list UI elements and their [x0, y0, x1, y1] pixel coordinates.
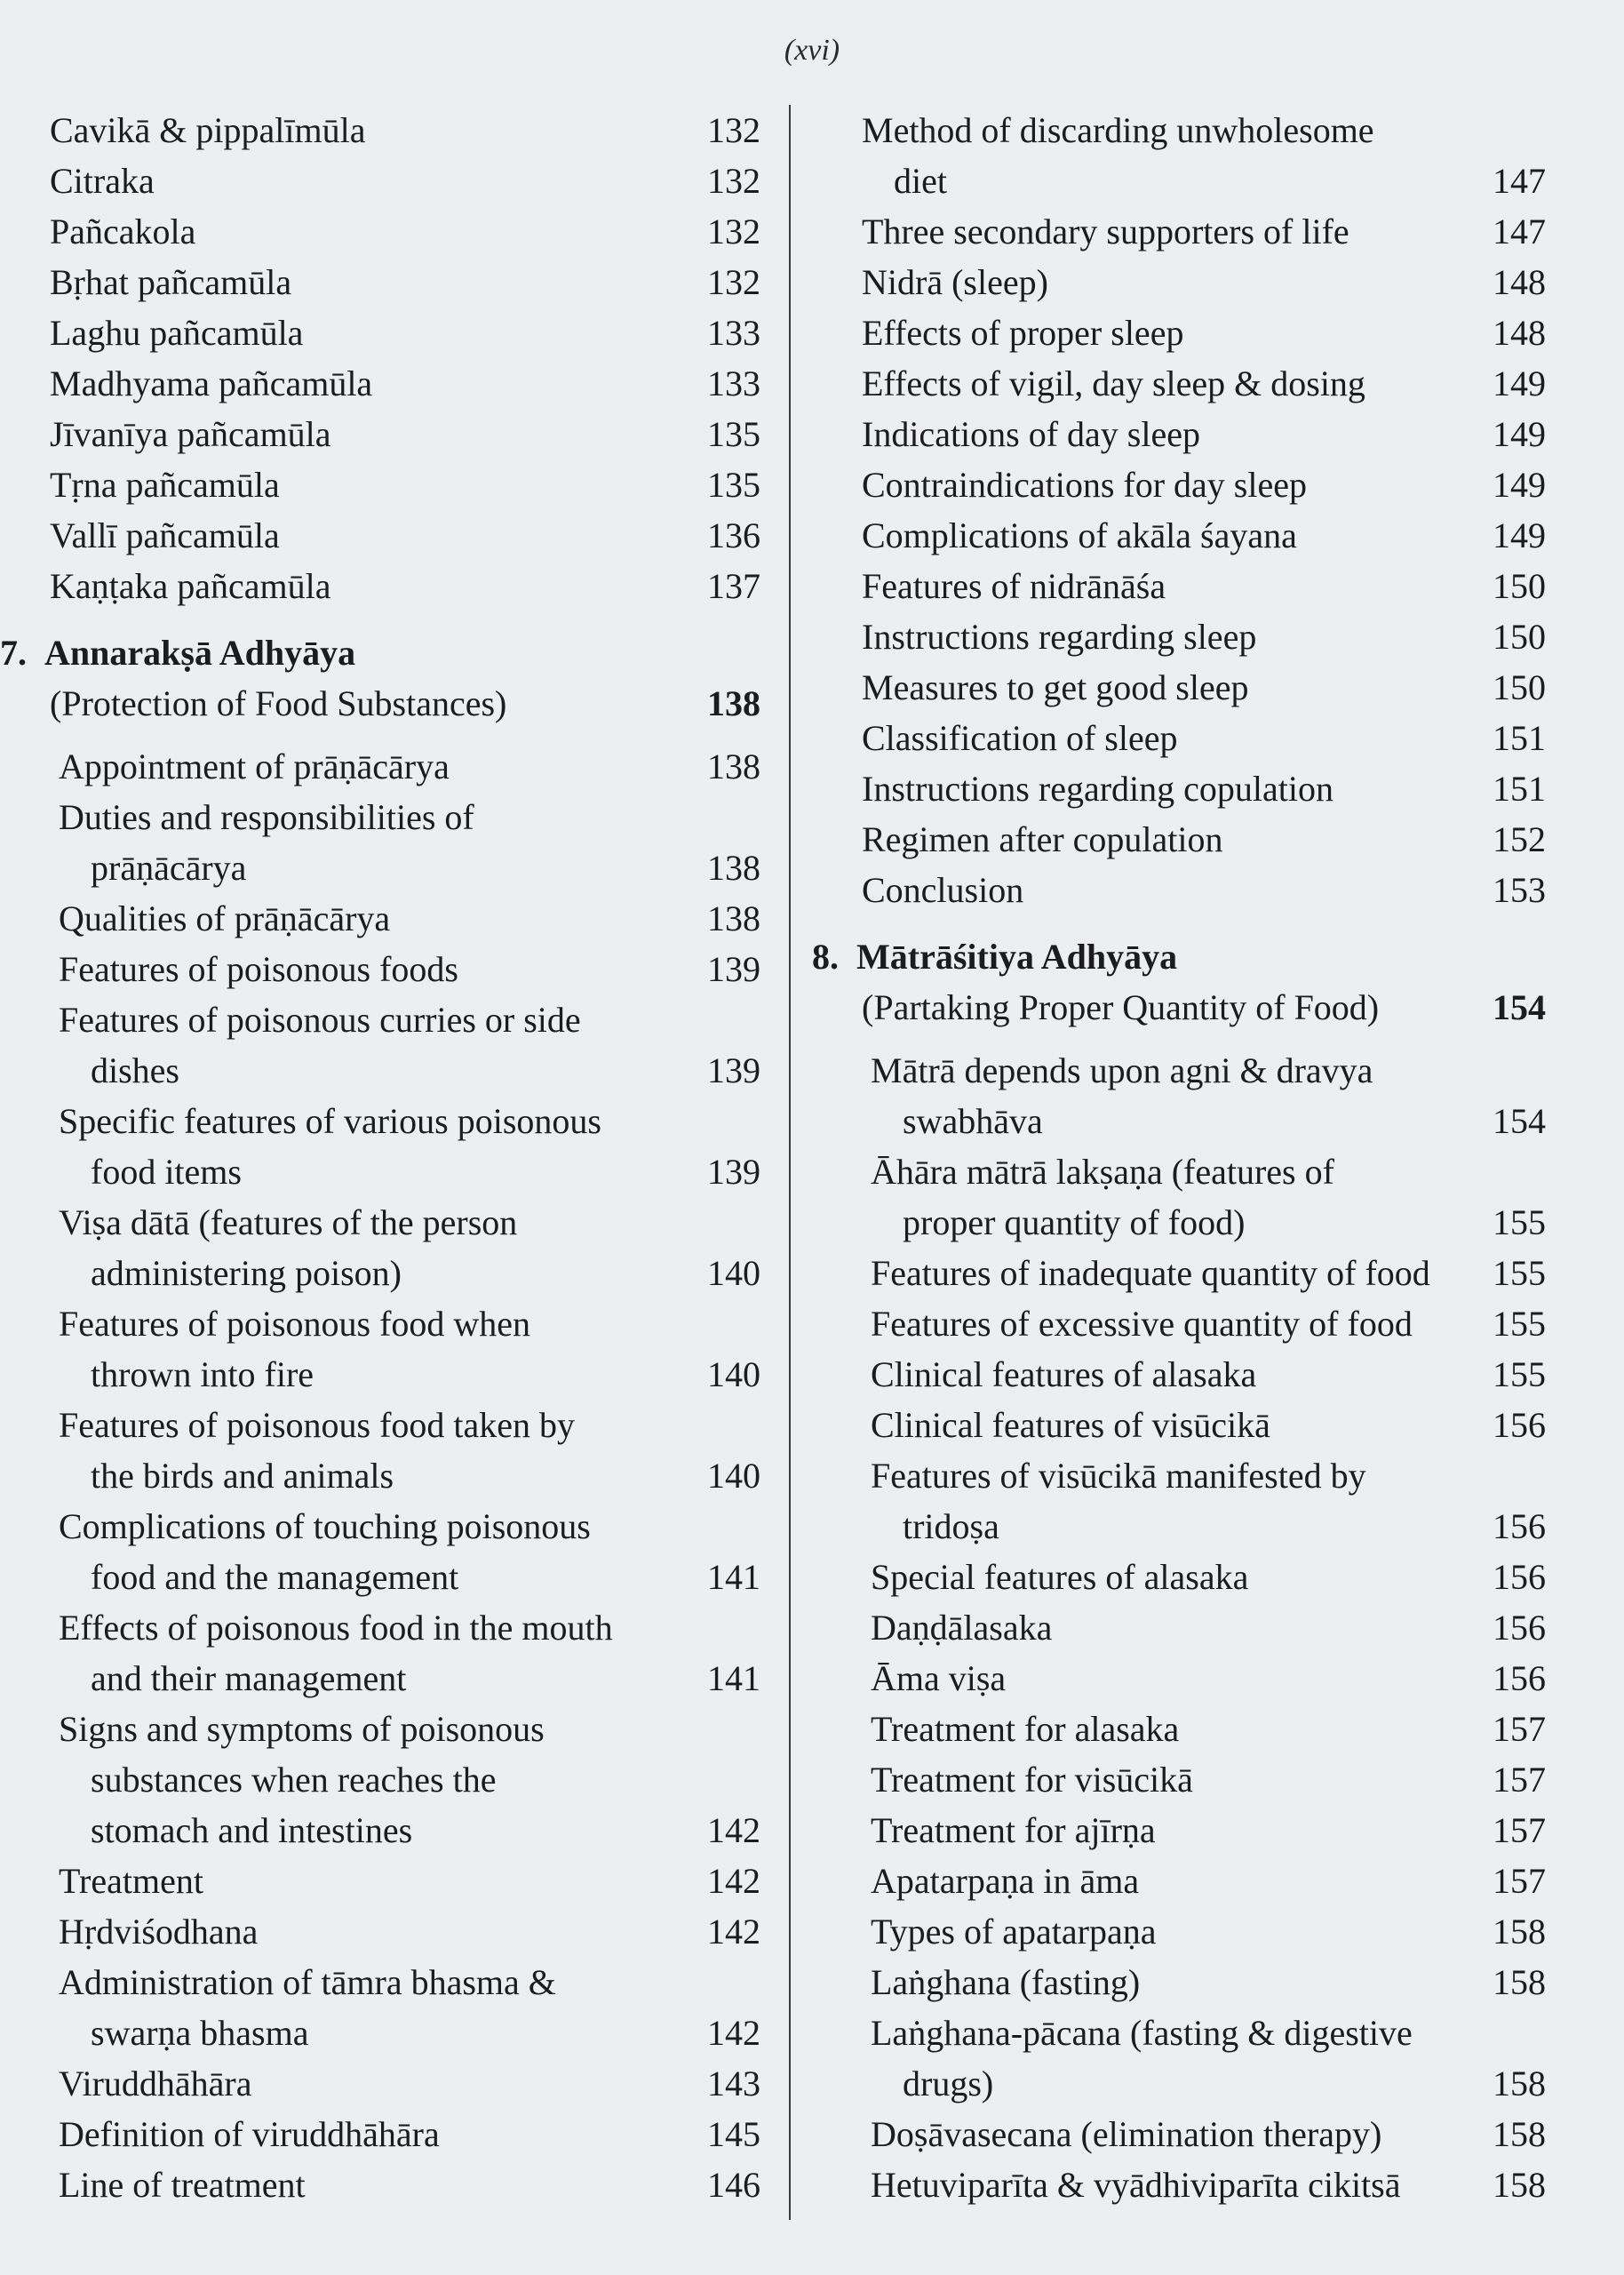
- entry-title: [871, 1957, 1448, 2008]
- entry-page: 158: [1493, 1912, 1546, 1952]
- toc-entry: [862, 561, 1546, 611]
- entry-title-line: Viṣa dātā (features of the person: [59, 1202, 518, 1242]
- entry-page: 132: [707, 262, 760, 302]
- entry-page: 158: [1493, 1962, 1546, 2002]
- toc-entry: [862, 257, 1546, 307]
- toc-entry: [50, 561, 760, 611]
- entry-page: 132: [707, 110, 760, 150]
- entry-title: [862, 611, 1448, 662]
- entry-page: 155: [1493, 1354, 1546, 1394]
- entry-title-line: diet: [894, 161, 947, 201]
- toc-entry: [50, 1856, 760, 1906]
- entry-title-line: Features of poisonous food when: [59, 1304, 531, 1344]
- entry-title: [871, 1248, 1448, 1298]
- entry-title-line: Appointment of prāṇācārya: [59, 746, 450, 786]
- toc-entry: [862, 1704, 1546, 1754]
- entry-title: [862, 307, 1448, 358]
- entry-title: [862, 713, 1448, 763]
- entry-title-line: Conclusion: [862, 870, 1024, 910]
- entry-title: [871, 1552, 1448, 1602]
- entry-title: [862, 814, 1448, 865]
- toc-entry: [862, 1653, 1546, 1704]
- entry-title-line: Citraka: [50, 161, 155, 201]
- entry-title-line: Contraindications for day sleep: [862, 465, 1307, 505]
- entry-page: 143: [707, 2063, 760, 2103]
- entry-title-line: Complications of touching poisonous: [59, 1506, 591, 1546]
- entry-title-line: Features of poisonous foods: [59, 949, 458, 989]
- toc-entry: [50, 206, 760, 257]
- entry-title-line: Effects of vigil, day sleep & dosing: [862, 363, 1365, 403]
- entry-title-line: Laṅghana (fasting): [871, 1962, 1141, 2002]
- entry-title: [871, 1450, 1448, 1552]
- entry-page: 142: [707, 1810, 760, 1850]
- entry-title: [50, 206, 663, 257]
- entry-title: [871, 1856, 1448, 1906]
- entry-title: [871, 1045, 1448, 1146]
- page-number: (xvi): [784, 34, 840, 67]
- entry-title: [871, 1146, 1448, 1248]
- toc-entry: [50, 741, 760, 792]
- chapter-heading: [0, 627, 760, 729]
- toc-entry: [862, 1146, 1546, 1248]
- entry-page: 148: [1493, 313, 1546, 353]
- toc-entry: [50, 792, 760, 893]
- chapter-title: 8. Mātrāśitiya Adhyāya: [862, 931, 1448, 982]
- entry-title-line: prāṇācārya: [91, 848, 247, 888]
- toc-entry: [862, 2159, 1546, 2210]
- entry-title-line: Method of discarding unwholesome: [862, 110, 1374, 150]
- entry-page: 158: [1493, 2063, 1546, 2103]
- entry-page: 155: [1493, 1304, 1546, 1344]
- entry-title-line: Features of visūcikā manifested by: [871, 1456, 1366, 1496]
- entry-title-line: Features of excessive quantity of food: [871, 1304, 1413, 1344]
- entry-title: [59, 792, 663, 893]
- entry-page: 132: [707, 212, 760, 251]
- entry-title-line: drugs): [903, 2063, 994, 2103]
- left-top-entries: [50, 105, 760, 611]
- chapter-title: 7. Annarakṣā Adhyāya: [50, 627, 663, 678]
- entry-title: [862, 510, 1448, 561]
- entry-title-line: swabhāva: [903, 1101, 1043, 1141]
- entry-title-line: dishes: [91, 1050, 179, 1090]
- entry-title: [50, 105, 663, 156]
- toc-entry: [50, 105, 760, 156]
- toc-entry: [862, 2008, 1546, 2109]
- entry-title-line: Measures to get good sleep: [862, 667, 1249, 707]
- entry-title: [59, 1298, 663, 1400]
- entry-title-line: Laghu pañcamūla: [50, 313, 304, 353]
- entry-title-line: and their management: [91, 1658, 407, 1698]
- toc-entry: [50, 1400, 760, 1501]
- entry-title-line: Specific features of various poisonous: [59, 1101, 601, 1141]
- entry-title: [871, 1704, 1448, 1754]
- entry-page: 155: [1493, 1253, 1546, 1293]
- toc-entry: [50, 1957, 760, 2058]
- entry-page: 140: [707, 1354, 760, 1394]
- entry-title-line: proper quantity of food): [903, 1202, 1246, 1242]
- entry-title-line: Vallī pañcamūla: [50, 515, 280, 555]
- toc-left-column: [0, 105, 760, 2210]
- entry-title-line: food items: [91, 1152, 242, 1192]
- entry-title-line: Pañcakola: [50, 212, 196, 251]
- entry-title-line: Hṛdviśodhana: [59, 1912, 259, 1952]
- entry-title-line: swarṇa bhasma: [91, 2013, 309, 2053]
- entry-title-line: Apatarpaṇa in āma: [871, 1861, 1140, 1901]
- entry-title-line: Signs and symptoms of poisonous: [59, 1709, 545, 1749]
- entry-title-line: Cavikā & pippalīmūla: [50, 110, 366, 150]
- entry-page: 137: [707, 566, 760, 606]
- toc-entry: [862, 713, 1546, 763]
- entry-page: 133: [707, 313, 760, 353]
- entry-page: 158: [1493, 2165, 1546, 2205]
- entry-title: [862, 662, 1448, 713]
- toc-entry: [50, 1197, 760, 1298]
- entry-title: [871, 2008, 1448, 2109]
- toc-entry: [50, 257, 760, 307]
- toc-entry: [862, 1906, 1546, 1957]
- entry-title: [862, 105, 1448, 206]
- entry-title-line: Special features of alasaka: [871, 1557, 1249, 1597]
- entry-title: [50, 510, 663, 561]
- entry-title-line: Doṣāvasecana (elimination therapy): [871, 2114, 1382, 2154]
- entry-title: [50, 409, 663, 459]
- entry-page: 156: [1493, 1405, 1546, 1445]
- chapter-page: 154: [1493, 987, 1546, 1027]
- entry-title: [862, 257, 1448, 307]
- entry-title-line: Features of poisonous curries or side: [59, 1000, 581, 1040]
- entry-title: [59, 1704, 663, 1856]
- toc-entry: [862, 358, 1546, 409]
- entry-title: [59, 1906, 663, 1957]
- toc-entry: [862, 662, 1546, 713]
- entry-page: 157: [1493, 1709, 1546, 1749]
- entry-title: [59, 741, 663, 792]
- entry-page: 151: [1493, 769, 1546, 809]
- entry-title-line: Effects of proper sleep: [862, 313, 1184, 353]
- entry-page: 142: [707, 2013, 760, 2053]
- entry-page: 142: [707, 1912, 760, 1952]
- entry-title-line: Features of nidrānāśa: [862, 566, 1166, 606]
- entry-title: [871, 1349, 1448, 1400]
- entry-title: [59, 1197, 663, 1298]
- toc-entry: [862, 611, 1546, 662]
- toc-entry: [862, 865, 1546, 915]
- entry-title-line: Nidrā (sleep): [862, 262, 1048, 302]
- entry-title-line: thrown into fire: [91, 1354, 314, 1394]
- chapter-number: 7.: [0, 633, 27, 673]
- entry-title-line: Regimen after copulation: [862, 819, 1223, 859]
- entry-page: 156: [1493, 1658, 1546, 1698]
- entry-page: 141: [707, 1557, 760, 1597]
- toc-entry: [862, 1754, 1546, 1805]
- entry-page: 147: [1493, 212, 1546, 251]
- entry-page: 135: [707, 414, 760, 454]
- entry-page: 153: [1493, 870, 1546, 910]
- entry-title: [862, 865, 1448, 915]
- entry-page: 150: [1493, 566, 1546, 606]
- entry-title: [59, 944, 663, 994]
- entry-title: [50, 257, 663, 307]
- entry-page: 139: [707, 949, 760, 989]
- entry-title-line: the birds and animals: [91, 1456, 394, 1496]
- entry-title: [871, 1298, 1448, 1349]
- entry-page: 149: [1493, 465, 1546, 505]
- entry-title-line: Clinical features of alasaka: [871, 1354, 1257, 1394]
- entry-title: [50, 459, 663, 510]
- entry-page: 156: [1493, 1557, 1546, 1597]
- entry-title-line: food and the management: [91, 1557, 459, 1597]
- entry-page: 157: [1493, 1861, 1546, 1901]
- entry-page: 154: [1493, 1101, 1546, 1141]
- entry-page: 149: [1493, 414, 1546, 454]
- entry-page: 150: [1493, 617, 1546, 657]
- toc-entry: [50, 307, 760, 358]
- toc-entry: [50, 156, 760, 206]
- entry-title-line: Instructions regarding copulation: [862, 769, 1333, 809]
- entry-title-line: substances when reaches the: [91, 1760, 497, 1800]
- entry-title: [862, 763, 1448, 814]
- entry-page: 157: [1493, 1810, 1546, 1850]
- entry-page: 151: [1493, 718, 1546, 758]
- entry-title-line: Hetuviparīta & vyādhiviparīta cikitsā: [871, 2165, 1401, 2205]
- entry-title-line: Āma viṣa: [871, 1658, 1007, 1698]
- toc-entry: [862, 1248, 1546, 1298]
- entry-page: 138: [707, 746, 760, 786]
- toc-right-column: [812, 105, 1546, 2210]
- left-chapter-entries: [50, 741, 760, 2210]
- toc-entry: [50, 1096, 760, 1197]
- entry-title: [59, 2109, 663, 2159]
- entry-title-line: Clinical features of visūcikā: [871, 1405, 1270, 1445]
- entry-title-line: Madhyama pañcamūla: [50, 363, 373, 403]
- toc-entry: [862, 1349, 1546, 1400]
- entry-page: 147: [1493, 161, 1546, 201]
- entry-page: 152: [1493, 819, 1546, 859]
- entry-title-line: Definition of viruddhāhāra: [59, 2114, 440, 2154]
- entry-title: [50, 307, 663, 358]
- entry-title-line: Complications of akāla śayana: [862, 515, 1297, 555]
- toc-entry: [50, 459, 760, 510]
- toc-entry: [862, 1450, 1546, 1552]
- chapter-subtitle: (Protection of Food Substances): [50, 683, 507, 723]
- entry-title: [862, 206, 1448, 257]
- entry-page: 133: [707, 363, 760, 403]
- entry-title-line: Treatment for ajīrṇa: [871, 1810, 1156, 1850]
- entry-page: 155: [1493, 1202, 1546, 1242]
- toc-entry: [862, 2109, 1546, 2159]
- entry-title-line: Qualities of prāṇācārya: [59, 898, 391, 938]
- right-chapter-entries: [862, 1045, 1546, 2210]
- entry-title-line: Treatment for alasaka: [871, 1709, 1180, 1749]
- entry-title: [871, 1653, 1448, 1704]
- entry-page: 150: [1493, 667, 1546, 707]
- toc-entry: [862, 1957, 1546, 2008]
- entry-title-line: Treatment: [59, 1861, 203, 1901]
- entry-page: 158: [1493, 2114, 1546, 2154]
- chapter-subtitle: (Partaking Proper Quantity of Food): [862, 987, 1380, 1027]
- toc-entry: [862, 307, 1546, 358]
- entry-title-line: Features of inadequate quantity of food: [871, 1253, 1430, 1293]
- toc-entry: [862, 1602, 1546, 1653]
- toc-entry: [862, 763, 1546, 814]
- toc-entry: [50, 1906, 760, 1957]
- entry-title: [59, 2058, 663, 2109]
- toc-entry: [50, 944, 760, 994]
- entry-page: 156: [1493, 1608, 1546, 1648]
- toc-entry: [50, 1298, 760, 1400]
- entry-title-line: Line of treatment: [59, 2165, 306, 2205]
- toc-entry: [862, 1400, 1546, 1450]
- toc-entry: [50, 2058, 760, 2109]
- right-top-entries: [862, 105, 1546, 915]
- entry-title-line: Types of apatarpaṇa: [871, 1912, 1157, 1952]
- entry-title-line: Jīvanīya pañcamūla: [50, 414, 331, 454]
- entry-page: 145: [707, 2114, 760, 2154]
- toc-entry: [50, 510, 760, 561]
- entry-title: [871, 1754, 1448, 1805]
- entry-title: [871, 2109, 1448, 2159]
- toc-entry: [50, 1704, 760, 1856]
- entry-page: 136: [707, 515, 760, 555]
- entry-title-line: tridoṣa: [903, 1506, 999, 1546]
- toc-entry: [50, 1501, 760, 1602]
- toc-entry: [50, 358, 760, 409]
- entry-title: [871, 1805, 1448, 1856]
- toc-entry: [862, 206, 1546, 257]
- entry-title: [59, 1602, 663, 1704]
- entry-page: 139: [707, 1050, 760, 1090]
- entry-title-line: Treatment for visūcikā: [871, 1760, 1193, 1800]
- entry-page: 148: [1493, 262, 1546, 302]
- entry-title-line: Kaṇṭaka pañcamūla: [50, 566, 331, 606]
- toc-entry: [50, 1602, 760, 1704]
- entry-title-line: Three secondary supporters of life: [862, 212, 1349, 251]
- entry-title: [59, 2159, 663, 2210]
- entry-title: [862, 409, 1448, 459]
- toc-entry: [862, 409, 1546, 459]
- entry-page: 156: [1493, 1506, 1546, 1546]
- entry-title: [50, 561, 663, 611]
- entry-page: 138: [707, 848, 760, 888]
- entry-title-line: Administration of tāmra bhasma &: [59, 1962, 556, 2002]
- entry-page: 157: [1493, 1760, 1546, 1800]
- toc-entry: [50, 893, 760, 944]
- entry-title-line: stomach and intestines: [91, 1810, 413, 1850]
- toc-entry: [862, 1856, 1546, 1906]
- entry-title: [59, 1096, 663, 1197]
- toc-entry: [50, 994, 760, 1096]
- chapter-page: 138: [707, 683, 760, 723]
- entry-title: [862, 561, 1448, 611]
- entry-title: [862, 459, 1448, 510]
- toc-entry: [862, 459, 1546, 510]
- entry-title-line: Mātrā depends upon agni & dravya: [871, 1050, 1373, 1090]
- toc-entry: [862, 1805, 1546, 1856]
- entry-page: 132: [707, 161, 760, 201]
- entry-title: [59, 1400, 663, 1501]
- entry-title: [50, 358, 663, 409]
- toc-entry: [862, 814, 1546, 865]
- entry-page: 149: [1493, 515, 1546, 555]
- toc-entry: [50, 2159, 760, 2210]
- entry-title: [871, 2159, 1448, 2210]
- entry-page: 139: [707, 1152, 760, 1192]
- entry-title-line: Laṅghana-pācana (fasting & digestive: [871, 2013, 1413, 2053]
- entry-page: 146: [707, 2165, 760, 2205]
- entry-title: [50, 156, 663, 206]
- entry-title: [59, 1957, 663, 2058]
- entry-page: 149: [1493, 363, 1546, 403]
- entry-page: 138: [707, 898, 760, 938]
- entry-title: [59, 893, 663, 944]
- entry-title-line: Tṛna pañcamūla: [50, 465, 280, 505]
- entry-page: 140: [707, 1253, 760, 1293]
- toc-entry: [862, 510, 1546, 561]
- entry-title-line: Effects of poisonous food in the mouth: [59, 1608, 613, 1648]
- entry-title-line: Instructions regarding sleep: [862, 617, 1257, 657]
- entry-title: [59, 994, 663, 1096]
- entry-title-line: Classification of sleep: [862, 718, 1178, 758]
- toc-entry: [862, 1298, 1546, 1349]
- entry-title-line: Viruddhāhāra: [59, 2063, 252, 2103]
- chapter-heading: [812, 931, 1546, 1033]
- entry-page: 140: [707, 1456, 760, 1496]
- entry-title-line: Features of poisonous food taken by: [59, 1405, 576, 1445]
- toc-entry: [862, 1552, 1546, 1602]
- toc-entry: [862, 1045, 1546, 1146]
- toc-entry: [50, 409, 760, 459]
- entry-page: 135: [707, 465, 760, 505]
- toc-entry: [50, 2109, 760, 2159]
- entry-title: [871, 1906, 1448, 1957]
- entry-title: [59, 1501, 663, 1602]
- entry-title: [871, 1400, 1448, 1450]
- entry-title-line: Duties and responsibilities of: [59, 797, 474, 837]
- entry-title: [59, 1856, 663, 1906]
- entry-title-line: Āhāra mātrā lakṣaṇa (features of: [871, 1152, 1334, 1192]
- entry-title: [862, 358, 1448, 409]
- entry-title-line: Bṛhat pañcamūla: [50, 262, 292, 302]
- entry-page: 142: [707, 1861, 760, 1901]
- entry-title-line: administering poison): [91, 1253, 402, 1293]
- entry-title: [871, 1602, 1448, 1653]
- column-divider: [789, 105, 791, 2220]
- entry-title-line: Indications of day sleep: [862, 414, 1200, 454]
- toc-entry: [862, 105, 1546, 206]
- chapter-number: 8.: [812, 937, 839, 977]
- entry-title-line: Daṇḍālasaka: [871, 1608, 1053, 1648]
- entry-page: 141: [707, 1658, 760, 1698]
